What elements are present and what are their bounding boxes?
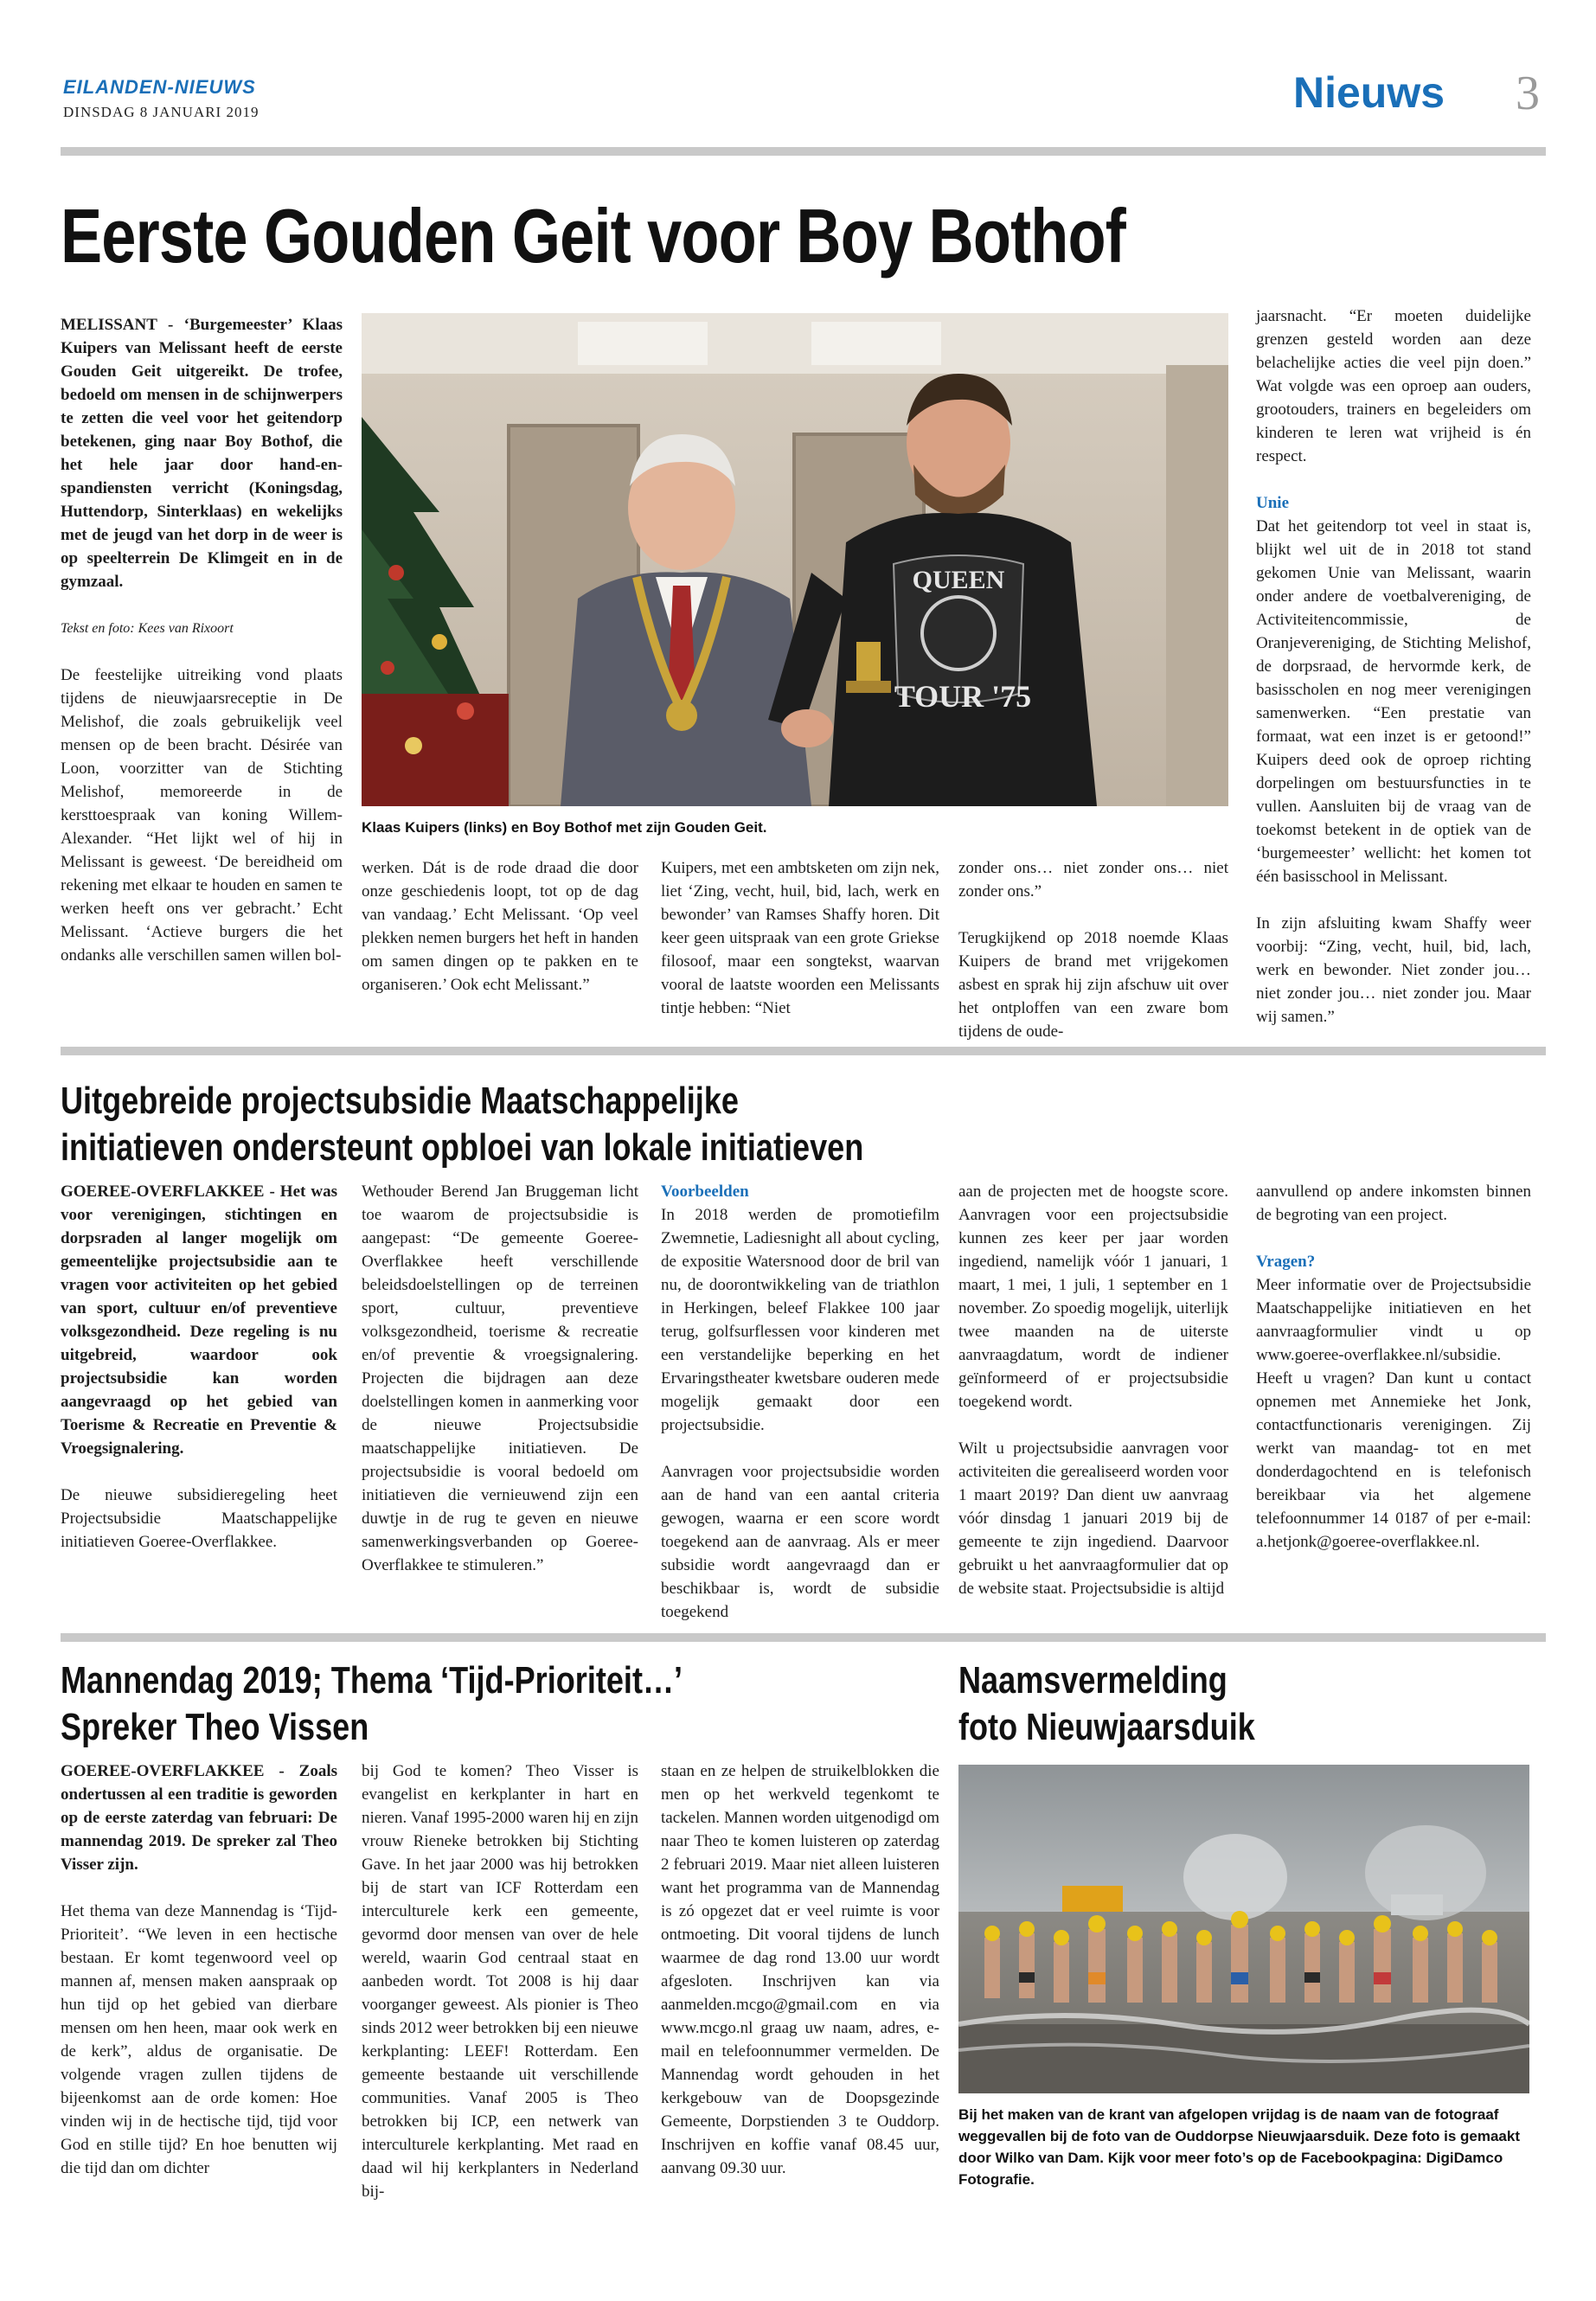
- article2-col2: [362, 1180, 638, 1577]
- article1-col5-subhead: Unie: [1256, 494, 1289, 512]
- article2-col5-p1: aanvullend op andere inkomsten binnen de begroting van een project.: [1256, 1183, 1531, 1224]
- page-number: 3: [1516, 67, 1540, 120]
- article2-col1-body: De nieuwe subsidieregeling heet Projectsubsidie Maatschappelijke initiatieven Goeree-Overflakkee.: [61, 1486, 337, 1551]
- issue-date: DINSDAG 8 JANUARI 2019: [63, 104, 260, 120]
- article1-col2: [362, 856, 638, 997]
- article1-lead: MELISSANT - ‘Burgemeester’ Klaas Kuipers van Melissant heeft de eerste Gouden Geit uitgereikt. De trofee, bedoeld om mensen in de schijnwerpers te zetten die veel voor het geitendorp betekenen, ging naar Boy Bothof, die het hele jaar door hand-en-spandiensten verricht (Koningsdag, Huttendorp, Sinterklaas) en wekelijks met de jeugd van het dorp in de weer is op speelterrein De Klimgeit en in de gymzaal.: [61, 316, 343, 591]
- article2-col3-p1: In 2018 werden de promotiefilm Zwemnetie, Ladiesnight all about cycling, de expositie Watersnood door de bril van nu, de doorontwikkeling van de triathlon in Herkingen, beleef Flakkee 100 jaar terug, golfsurflessen voor kinderen met een verstandelijke beperking en het Ervaringstheater kwetsbare ouderen mede mogelijk gemaakt door een projectsubsidie.: [661, 1206, 939, 1434]
- article1-headline: Eerste Gouden Geit voor Boy Bothof: [61, 193, 1126, 279]
- article3-col2-body: bij God te komen? Theo Visser is evangelist en kerkplanter in hart en nieren. Vanaf 1995-2000 waren hij en zijn vrouw Rieneke betrokken bij Stichting Gave. In het jaar 2000 was hij betrokken bij de start van ICF Rotterdam een interculturele kerk een gemeente, gevormd door mensen van over de hele wereld, waarin God centraal staat en aanbeden wordt. Tot 2008 is hij daar voorganger geweest. Als pionier is Theo sinds 2012 weer betrokken bij een nieuwe kerkplanting: LEEF! Rotterdam. Een gemeente bestaande uit verschillende communities. Vanaf 2005 is Theo betrokken bij ICP, een netwerk van interculturele kerkplanting. Met raad en daad wil hij kerkplanters in Nederland bij-: [362, 1762, 638, 2201]
- article1-col4: [958, 856, 1228, 1043]
- article1-col3-body: Kuipers, met een ambtsketen om zijn nek, liet ‘Zing, vecht, huil, bid, lach, werk en bewonder’ van Ramses Shaffy horen. Dit keer geen uitspraak van een grote Griekse filosoof, maar een songtekst, waarvan vooral de laatste woorden een Melissants tintje hebben: “Niet: [661, 859, 939, 1017]
- rule-article2: [61, 1047, 1546, 1055]
- article3-headline-line1: Mannendag 2019; Thema ‘Tijd-Prioriteit…’: [61, 1659, 683, 1702]
- article2-col5-p2: Meer informatie over de Projectsubsidie Maatschappelijke initiatieven en het aanvraagformulier vindt u op www.goeree-overflakkee.nl/subsidie. Heeft u vragen? Dan kunt u contact opnemen met Annemieke het Jonk, contactfunctionaris verenigingen. Zij werkt van maandag- tot en met donderdagochtend en is telefonisch bereikbaar via het algemene telefoonnummer 14 0187 of per e-mail: a.hetjonk@goeree-overflakkee.nl.: [1256, 1276, 1531, 1551]
- article4-headline-line2: foto Nieuwjaarsduik: [958, 1706, 1255, 1748]
- article3-col1: [61, 1759, 337, 2180]
- article2-col2-body: Wethouder Berend Jan Bruggeman licht toe waarom de projectsubsidie is aangepast: “De gemeente Goeree-Overflakkee heeft verschillende beleidsdoelstellingen op de terreinen sport, cultuur, preventieve volksgezondheid, toerisme & recreatie en/of preventie & vroegsignalering. Projecten die bijdragen aan deze doelstellingen komen in aanmerking voor de nieuwe Projectsubsidie maatschappelijke initiatieven. De projectsubsidie is vooral bedoeld om initiatieven die vernieuwend zijn een duwtje in de rug te geven en nieuwe samenwerkingsverbanden op Goeree-Overflakkee te stimuleren.”: [362, 1183, 638, 1574]
- article3-lead: GOEREE-OVERFLAKKEE - Zoals ondertussen al een traditie is geworden op de eerste zaterdag van februari: De mannendag 2019. De spreker zal Theo Visser zijn.: [61, 1762, 337, 1874]
- article1-col1: [61, 313, 343, 967]
- article1-col5-p3: In zijn afsluiting kwam Shaffy weer voorbij: “Zing, vecht, huil, bid, lach, werk en bewonder. Niet zonder jou… niet zonder jou… niet zonder jou. Maar wij samen.”: [1256, 914, 1531, 1026]
- article4-headline: [958, 1657, 1255, 1751]
- rule-article3: [61, 1633, 1546, 1642]
- article2-col3-p2: Aanvragen voor projectsubsidie worden aan de hand van een aantal criteria gewogen, waarna er een score wordt toegekend aan de aanvraag. Als er meer subsidie wordt aangevraagd dan er beschikbaar is, wordt de subsidie toegekend: [661, 1463, 939, 1621]
- article1-col3: [661, 856, 939, 1020]
- article4-photo: [958, 1765, 1529, 2093]
- article2-col4-p2: Wilt u projectsubsidie aanvragen voor activiteiten die gerealiseerd worden voor 1 maart 2019? Dan dient uw aanvraag vóór dinsdag 1 januari 2019 bij de gemeente te zijn ingediend. Daarvoor gebruikt u het aanvraagformulier dat op de website staat. Projectsubsidie is altijd: [958, 1439, 1228, 1598]
- shirt-text-top: QUEEN: [912, 566, 1005, 594]
- article2-headline-line1: Uitgebreide projectsubsidie Maatschappelijke: [61, 1080, 739, 1122]
- article1-col2-body: werken. Dát is de rode draad die door onze geschiedenis loopt, tot op de dag van vandaag.’ Echt Melissant. ‘Op veel plekken nemen burgers het heft in handen om samen dingen op te pakken en te organiseren.’ Ook echt Melissant.”: [362, 859, 638, 994]
- article3-headline: [61, 1657, 683, 1751]
- article1-col5-p1: jaarsnacht. “Er moeten duidelijke grenzen gesteld worden aan deze belachelijke acties die veel pijn doen.” Wat volgde was een oproep aan ouders, grootouders, trainers en begeleiders om kinderen te leren wat vrijheid is én respect.: [1256, 307, 1531, 465]
- article2-headline-line2: initiatieven ondersteunt opbloei van lokale initiatieven: [61, 1126, 864, 1169]
- article1-col4-p1: zonder ons… niet zonder ons… niet zonder ons.”: [958, 859, 1228, 901]
- article1-col4-p2: Terugkijkend op 2018 noemde Klaas Kuipers de brand met vrijgekomen asbest en sprak hij zijn afschuw uit over het ontploffen van een zware bom tijdens de oude-: [958, 929, 1228, 1041]
- article3-col1-body: Het thema van deze Mannendag is ‘Tijd-Prioriteit’. “We leven in een hectische bestaan. Er komt tegenwoord veel op mannen af, mensen maken aanspraak op hun tijd op het gebied van dierbare mensen om hen heen, maar ook werk en de kerk”, aldus de organisatie. De volgende vragen zullen tijdens de bijeenkomst aan de orde komen: Hoe vinden wij in de hectische tijd, tijd voor God en stille tijd? En hoe benutten wij die tijd dan om dichter: [61, 1902, 337, 2177]
- article2-col1: [61, 1180, 337, 1554]
- section-name: Nieuws: [1293, 68, 1445, 117]
- article2-col3-subhead: Voorbeelden: [661, 1183, 749, 1201]
- article2-col4-p1: aan de projecten met de hoogste score. Aanvragen voor een projectsubsidie kunnen zes keer per jaar worden ingediend, namelijk vóór 1 januari, 1 maart, 1 mei, 1 juli, 1 september en 1 november. Zo spoedig mogelijk, uiterlijk twee maanden na de uiterste aanvraagdatum, wordt de indiener geïnformeerd of er projectsubsidie toegekend wordt.: [958, 1183, 1228, 1411]
- top-rule: [61, 147, 1546, 156]
- article1-col5: [1256, 304, 1531, 1029]
- article1-col1-body: De feestelijke uitreiking vond plaats tijdens de nieuwjaarsreceptie in De Melishof, die zoals gebruikelijk veel mensen op de been bracht. Désirée van Loon, voorzitter van de Stichting Melishof, memoreerde in de kersttoespraak van koning Willem-Alexander. “Het lijkt wel of hij in Melissant is geweest. ‘De bereidheid om rekening met elkaar te houden en samen te werken heeft ons ver gebracht.’ Echt Melissant. ‘Actieve burgers die het ondanks alle verschillen samen willen bol-: [61, 666, 343, 965]
- article2-lead: GOEREE-OVERFLAKKEE - Het was voor verenigingen, stichtingen en dorpsraden al langer mogelijk om gemeentelijke projectsubsidie aan te vragen voor activiteiten op het gebied van sport, cultuur en/of preventieve volksgezondheid. Deze regeling is nu uitgebreid, waardoor ook projectsubsidie kan worden aangevraagd op het gebied van Toerisme & Recreatie en Preventie & Vroegsignalering.: [61, 1183, 337, 1458]
- article4-photo-graphic: [958, 1765, 1529, 2093]
- article1-col5-p2: Dat het geitendorp tot veel in staat is, blijkt wel uit de in 2018 tot stand gekomen Unie van Melissant, waarin onder andere de voetbalvereniging, de Activiteitencommissie, de Oranjevereniging, de Stichting Melishof, de dorpsraad, de hervormde kerk, de basisscholen en nog meer verenigingen samenwerken. “Een prestatie van formaat, wat een inzet is er getoond!” Kuipers deed ook de oproep richting dorpelingen om bestuursfuncties in te vullen. Aansluiten bij de vraag van de toekomst betekent in de optiek van de ‘burgemeester’ wellicht: het komen tot één basisschool in Melissant.: [1256, 517, 1531, 886]
- article3-col3-body: staan en ze helpen de struikelblokken die men op het werkveld tegenkomt te tackelen. Mannen worden uitgenodigd om naar Theo te komen luisteren op zaterdag 2 februari 2019. Maar niet alleen luisteren want het programma van de Mannendag is zó opgezet dat er veel ruimte is voor ontmoeting. Dit vooral tijdens de lunch waarmee de dag rond 13.00 uur wordt afgesloten. Inschrijven kan via aanmelden.mcgo@gmail.com en via www.mcgo.nl graag uw naam, adres, e-mail en telefoonnummer vermelden. De Mannendag wordt gehouden in het kerkgebouw van de Doopsgezinde Gemeente, Dorpstienden 3 te Ouddorp. Inschrijven en koffie vanaf 08.45 uur, aanvang 09.30 uur.: [661, 1762, 939, 2177]
- article3-headline-line2: Spreker Theo Vissen: [61, 1706, 369, 1748]
- shirt-text-bottom: TOUR '75: [894, 679, 1032, 714]
- article2-col5-subhead: Vragen?: [1256, 1253, 1316, 1271]
- article1-photo: [362, 313, 1228, 806]
- article2-col5: [1256, 1180, 1531, 1554]
- article2-col4: [958, 1180, 1228, 1600]
- article1-photo-caption: Klaas Kuipers (links) en Boy Bothof met zijn Gouden Geit.: [362, 819, 767, 836]
- article1-photo-graphic: [362, 313, 1228, 806]
- article4-headline-line1: Naamsvermelding: [958, 1659, 1227, 1702]
- article3-col3: [661, 1759, 939, 2180]
- article1-credit: Tekst en foto: Kees van Rixoort: [61, 621, 234, 636]
- article2-headline: [61, 1078, 863, 1171]
- article3-col2: [362, 1759, 638, 2203]
- newspaper-logo: EILANDEN-NIEUWS: [63, 76, 256, 98]
- article4-photo-caption: Bij het maken van de krant van afgelopen vrijdag is de naam van de fotograaf weggevallen bij de foto van de Ouddorpse Nieuwjaarsduik. Deze foto is gemaakt door Wilko van Dam. Kijk voor meer foto’s op de Facebookpagina: DigiDamco Fotografie.: [958, 2106, 1520, 2188]
- article2-col3: [661, 1180, 939, 1624]
